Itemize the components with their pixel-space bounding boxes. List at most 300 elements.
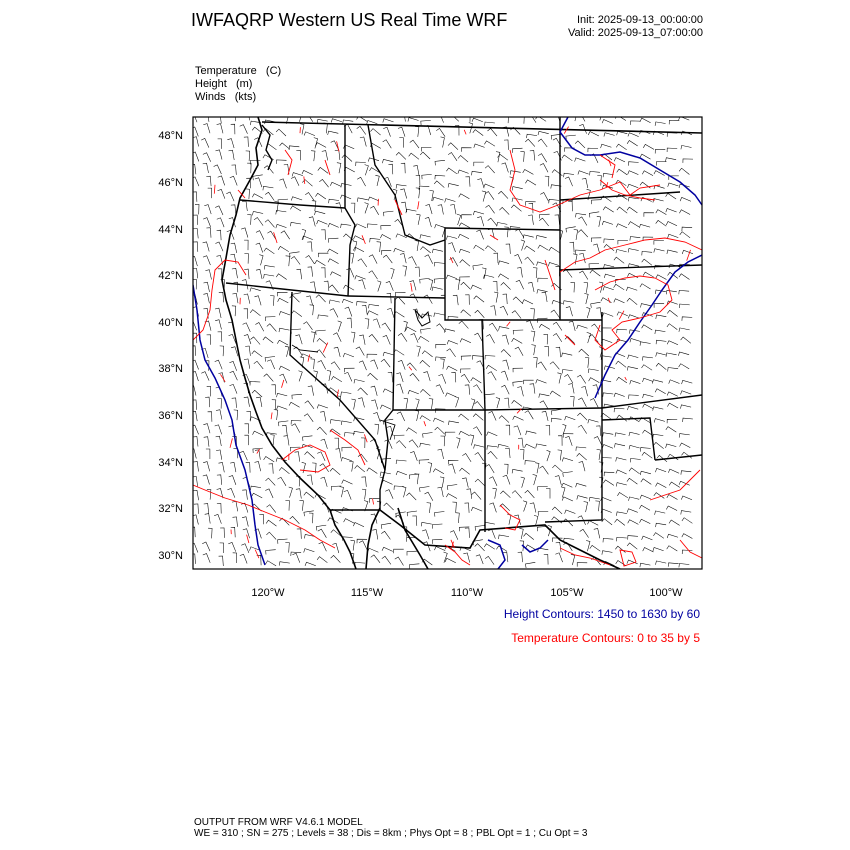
wind-barb — [321, 439, 328, 449]
wind-barb — [233, 517, 238, 527]
wind-barb — [640, 118, 651, 123]
wind-barb — [488, 128, 498, 136]
init-time: Init: 2025-09-13_00:00:00 — [577, 14, 703, 26]
wind-barb — [240, 554, 247, 563]
wind-barb — [488, 218, 497, 226]
footer-model: OUTPUT FROM WRF V4.6.1 MODEL — [194, 817, 363, 828]
wind-barb — [501, 371, 508, 380]
wind-barb — [215, 425, 222, 435]
temperature-contour-fragment — [373, 499, 374, 505]
wind-barb — [488, 372, 497, 381]
wind-barb — [668, 234, 679, 238]
wind-barb — [204, 504, 209, 514]
wind-barb — [406, 428, 417, 434]
wind-barb — [679, 274, 690, 280]
wind-barb — [229, 361, 236, 370]
wind-barb — [451, 372, 456, 382]
wind-barb — [341, 184, 352, 188]
wind-barb — [399, 138, 403, 148]
wind-barb — [250, 382, 260, 386]
wind-barb — [654, 419, 665, 423]
wind-barb — [277, 340, 288, 345]
wind-barb — [643, 144, 654, 149]
wind-barb — [465, 295, 469, 305]
wind-barb — [643, 548, 654, 553]
wind-barb — [680, 232, 690, 238]
wind-barb — [683, 418, 693, 422]
wind-barb — [335, 438, 339, 448]
wind-barb — [244, 435, 248, 445]
wind-barb — [351, 203, 355, 213]
wind-barb — [359, 541, 367, 550]
wind-barb — [368, 548, 379, 552]
wind-barb — [556, 347, 561, 357]
wind-barb — [470, 435, 474, 446]
wind-barb — [489, 323, 498, 331]
wind-barb — [242, 490, 247, 500]
wind-barb — [563, 301, 574, 305]
wind-barb — [546, 425, 550, 435]
wind-barb — [484, 141, 495, 146]
wind-barb — [231, 205, 236, 215]
wind-barb — [655, 389, 666, 394]
wind-barb — [538, 154, 547, 163]
wind-barb — [528, 215, 533, 225]
wind-barb — [654, 304, 664, 308]
wind-barb — [244, 137, 249, 147]
wind-barb — [229, 150, 235, 160]
wind-barb — [215, 360, 223, 369]
wind-barb — [226, 192, 234, 201]
wind-barb — [265, 192, 274, 200]
wind-barb — [626, 287, 637, 291]
wind-barb — [319, 179, 328, 187]
wind-barb — [577, 496, 588, 500]
wind-barb — [241, 228, 248, 238]
wind-barb — [493, 282, 497, 292]
wind-barb — [396, 441, 406, 449]
wind-barb — [305, 452, 315, 459]
wind-barb — [653, 434, 664, 438]
wind-barb — [446, 393, 457, 397]
wind-barb — [284, 436, 290, 446]
wind-barb — [304, 132, 315, 136]
wind-barb — [245, 424, 249, 434]
wind-barb — [266, 532, 276, 539]
wind-barb — [428, 463, 432, 474]
wind-barb — [191, 425, 199, 434]
wind-barb — [203, 242, 210, 252]
wind-barb — [247, 163, 251, 173]
wind-barb — [244, 294, 250, 304]
wind-barb — [488, 529, 495, 538]
wind-barb — [408, 390, 419, 394]
wind-barb — [383, 389, 394, 394]
wind-barb — [446, 236, 457, 240]
lon-label: 110°W — [450, 587, 484, 599]
wind-barb — [515, 229, 524, 238]
wind-barb — [425, 255, 433, 264]
wind-barb — [627, 543, 637, 549]
wind-barb — [681, 337, 691, 343]
wind-barb — [461, 356, 471, 360]
wind-barb — [575, 158, 586, 162]
lon-label: 105°W — [550, 587, 584, 599]
wind-barb — [253, 431, 264, 435]
wind-barb — [347, 318, 352, 328]
wind-barb — [603, 207, 614, 212]
wind-barb — [666, 290, 677, 294]
wind-barb — [487, 446, 497, 450]
wind-barb — [669, 520, 680, 525]
wind-barb — [459, 431, 470, 436]
wind-barb — [540, 164, 548, 173]
wind-barb — [370, 206, 379, 215]
wind-barb — [521, 240, 525, 251]
wind-barb — [429, 279, 433, 290]
wind-barb — [435, 512, 445, 517]
wind-barb — [267, 360, 275, 369]
wind-barb — [628, 536, 638, 540]
wind-barb — [291, 177, 299, 186]
wind-barb — [640, 284, 651, 289]
wind-barb — [230, 176, 237, 185]
wind-barb — [346, 268, 354, 277]
wind-barb — [589, 263, 599, 268]
wind-barb — [678, 352, 689, 356]
wind-barb — [614, 257, 624, 263]
wind-barb — [264, 457, 275, 462]
wind-barb — [502, 163, 509, 173]
wind-barb — [542, 292, 548, 302]
wind-barb — [485, 394, 495, 399]
wind-barb — [476, 555, 483, 564]
wind-barb — [681, 511, 691, 515]
wind-barb — [465, 528, 470, 538]
lat-label: 36°N — [158, 410, 183, 422]
wind-barb — [459, 468, 469, 474]
wind-barb — [497, 222, 508, 226]
wind-barb — [587, 332, 591, 343]
wind-barb — [436, 344, 446, 348]
wind-barb — [614, 299, 625, 303]
wind-barb — [475, 479, 485, 486]
wind-barb — [342, 299, 353, 303]
wind-barb — [344, 167, 355, 172]
footer-config: WE = 310 ; SN = 275 ; Levels = 38 ; Dis = 8km ; Phys Opt = 8 ; PBL Opt = 1 ; Cu Opt = 3 — [194, 828, 588, 839]
wind-barb — [642, 536, 653, 540]
wind-barb — [590, 270, 600, 276]
wind-barb — [256, 231, 264, 240]
wind-barb — [304, 549, 315, 553]
wind-barb — [458, 234, 469, 238]
wind-barb — [562, 458, 573, 462]
wind-barb — [331, 555, 341, 562]
wind-barb — [193, 437, 198, 447]
wind-barb — [396, 185, 406, 189]
wind-barb — [216, 450, 222, 460]
wind-barb — [290, 222, 301, 226]
wind-barb — [381, 359, 390, 367]
temp-contour-mt — [510, 150, 660, 212]
wind-barb — [473, 130, 483, 136]
wind-barb — [536, 236, 547, 240]
wind-barb — [489, 503, 496, 513]
wind-barb — [655, 511, 666, 515]
wind-barb — [382, 480, 393, 484]
wind-barb — [654, 249, 665, 253]
wind-barb — [681, 471, 691, 475]
wind-barb — [640, 448, 650, 452]
wind-barb — [299, 371, 303, 382]
wind-barb — [640, 495, 651, 499]
wind-barb — [471, 507, 482, 511]
wind-barb — [530, 503, 536, 513]
wind-barb — [380, 472, 391, 476]
wind-barb — [445, 199, 456, 203]
lon-label: 120°W — [251, 587, 285, 599]
wind-barb — [679, 168, 689, 174]
wind-barb — [459, 223, 470, 228]
wind-barb — [384, 211, 394, 216]
wind-barb — [460, 277, 470, 281]
wind-barb — [305, 193, 314, 201]
wind-barb — [415, 474, 419, 484]
wind-barb — [297, 269, 302, 279]
wind-barb — [512, 491, 522, 499]
wind-barb — [461, 310, 471, 316]
wind-barb — [616, 458, 627, 462]
wind-barb — [316, 525, 326, 530]
wind-barb — [245, 346, 250, 356]
wind-barb — [307, 475, 312, 485]
wind-barb — [202, 542, 210, 551]
temperature-contour-fragment — [411, 283, 412, 292]
wind-barb — [520, 152, 524, 162]
wind-barb — [642, 171, 653, 176]
wind-barb — [579, 253, 585, 263]
wind-barb — [614, 158, 625, 162]
wind-barb — [246, 463, 250, 473]
wind-barb — [653, 407, 664, 411]
wind-barb — [252, 351, 262, 357]
wind-barb — [574, 229, 578, 240]
wind-barb — [448, 153, 457, 161]
wind-barb — [630, 339, 641, 343]
wind-barb — [594, 529, 600, 539]
wind-barb — [669, 380, 680, 384]
wind-barb — [267, 324, 277, 332]
wind-barb — [666, 222, 677, 226]
wind-barb — [371, 555, 380, 563]
wind-barb — [412, 516, 417, 526]
wind-barb — [550, 362, 560, 370]
wind-barb — [252, 493, 263, 498]
wind-barb — [278, 298, 289, 303]
wind-barb — [410, 452, 417, 461]
wind-barb — [244, 397, 250, 407]
wind-barb — [220, 346, 224, 356]
wind-barb — [551, 310, 560, 318]
wind-barb — [217, 504, 221, 514]
wind-barb — [448, 243, 455, 252]
wind-barb — [657, 162, 667, 166]
wind-barb — [256, 397, 262, 407]
wind-barb — [191, 127, 198, 136]
wind-barb — [344, 372, 352, 381]
wind-barb — [242, 517, 248, 527]
wind-barb — [679, 290, 689, 294]
wind-barb — [215, 206, 223, 215]
wind-barb — [642, 452, 652, 458]
wind-barb — [252, 390, 262, 397]
wind-barb — [432, 524, 442, 529]
wind-barb — [305, 562, 316, 566]
wind-barb — [334, 347, 340, 357]
wind-barb — [345, 307, 352, 316]
wind-barb — [667, 148, 677, 152]
wind-barb — [462, 215, 472, 219]
wind-barb — [679, 434, 690, 438]
plot-title: IWFAQRP Western US Real Time WRF — [191, 10, 508, 30]
wind-barb — [513, 330, 523, 334]
wind-barb — [558, 436, 562, 446]
wind-barb — [462, 454, 471, 462]
wind-barb — [537, 526, 547, 531]
wind-barb — [458, 170, 469, 174]
wind-barb — [415, 267, 420, 277]
wind-barb — [496, 398, 500, 409]
wind-barb — [396, 471, 407, 475]
wind-barb — [193, 462, 198, 472]
wind-barb — [302, 180, 312, 187]
wind-barb — [410, 140, 419, 148]
wind-barb — [278, 539, 288, 544]
wind-barb — [551, 418, 561, 422]
wind-barb — [589, 378, 600, 383]
wind-barb — [540, 193, 548, 202]
wind-barb — [369, 271, 378, 279]
wind-barb — [530, 384, 535, 394]
wind-barb — [420, 247, 430, 253]
wind-barb — [521, 477, 525, 488]
wind-barb — [536, 380, 547, 384]
wind-barb — [656, 220, 667, 226]
wind-barb — [629, 432, 640, 436]
wind-barb — [501, 283, 511, 290]
lat-label: 34°N — [158, 457, 183, 469]
wind-barb — [215, 308, 221, 318]
temp-contour-socal — [193, 485, 335, 548]
wind-barb — [512, 187, 523, 191]
wind-barb — [208, 412, 212, 422]
wind-barb — [547, 450, 551, 461]
wind-barb — [205, 270, 211, 280]
wind-barb — [303, 436, 313, 441]
wind-barb — [382, 556, 391, 564]
wind-barb — [340, 487, 344, 498]
wind-barb — [367, 311, 378, 315]
wind-barb — [396, 152, 406, 159]
wind-barb — [308, 386, 314, 396]
wind-barb — [465, 177, 470, 187]
wind-barb — [341, 392, 352, 396]
wind-barb — [667, 133, 677, 137]
field-temperature: Temperature (C) — [195, 65, 282, 77]
wind-barb — [291, 552, 301, 556]
wind-barb — [615, 519, 625, 525]
wind-barb — [627, 298, 637, 304]
wind-barb — [562, 483, 573, 487]
wind-barb — [591, 302, 601, 308]
wind-barb — [434, 278, 444, 283]
wind-barb — [530, 309, 534, 319]
wind-barb — [667, 310, 677, 316]
wind-barb — [475, 453, 484, 461]
wind-barb — [565, 436, 572, 445]
wind-barb — [434, 262, 444, 266]
height-contour-note: Height Contours: 1450 to 1630 by 60 — [503, 607, 700, 621]
wind-barb — [511, 205, 521, 211]
wind-barb — [296, 150, 300, 160]
wind-barb — [356, 162, 366, 166]
lon-label: 115°W — [350, 587, 384, 599]
wind-barb — [276, 224, 287, 228]
wind-barb — [561, 487, 565, 498]
wind-barb — [603, 538, 613, 542]
wind-barb — [552, 170, 562, 176]
wind-barb — [590, 545, 601, 551]
wind-barb — [423, 542, 430, 551]
wind-barb — [256, 269, 262, 279]
wind-barb — [679, 210, 690, 215]
wind-barb — [191, 257, 198, 267]
wind-barb — [355, 276, 366, 280]
wind-barb — [577, 453, 587, 460]
wind-barb — [406, 493, 416, 500]
wind-barb — [342, 480, 353, 484]
wind-barb — [296, 489, 301, 499]
wind-barb — [477, 179, 484, 189]
wind-barb — [578, 230, 588, 237]
wind-barb — [617, 329, 627, 333]
wind-barb — [349, 461, 353, 472]
wind-barb — [337, 163, 341, 174]
wind-barb — [544, 334, 548, 344]
wind-barb — [586, 307, 590, 318]
wind-barb — [231, 124, 235, 134]
wind-barb — [472, 118, 483, 122]
wind-barb — [244, 309, 248, 319]
wind-barb — [264, 266, 275, 270]
wind-barb — [369, 334, 378, 342]
wind-barb — [409, 153, 419, 159]
wind-barb — [357, 126, 366, 134]
wind-barb — [417, 346, 421, 357]
wind-barb — [206, 449, 210, 459]
wind-barb — [667, 324, 677, 330]
wind-barb — [266, 520, 276, 526]
wind-barb — [304, 492, 314, 498]
wind-barb — [383, 127, 390, 136]
wind-barb — [382, 323, 391, 331]
wind-barb — [353, 523, 364, 527]
wind-barb — [242, 201, 247, 211]
wind-barb — [514, 254, 522, 263]
wind-barb — [203, 462, 210, 472]
wind-barb — [602, 120, 613, 124]
wind-barb — [667, 546, 678, 551]
